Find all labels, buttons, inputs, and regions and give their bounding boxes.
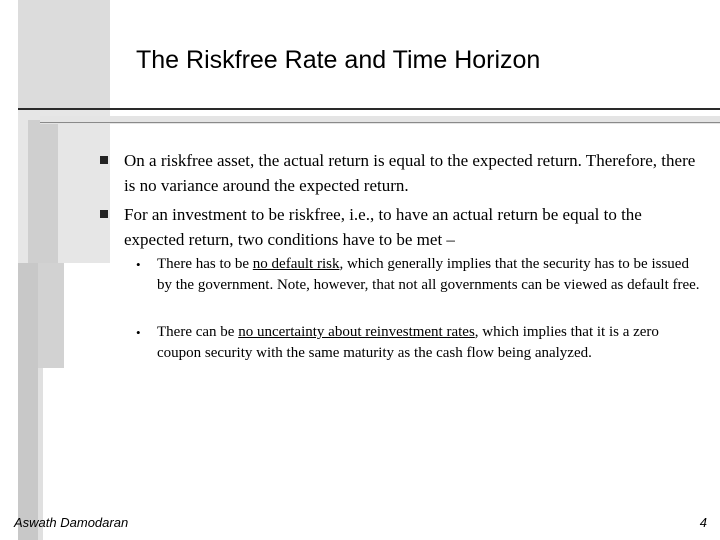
dot-bullet-icon: • — [136, 325, 141, 340]
title-subdivider — [40, 122, 720, 123]
title-divider — [18, 108, 720, 110]
decor-bar — [18, 263, 38, 540]
sub-bullet-text-part: , which generally implies that the security has to be issued by the government. Note, however, that not all governments can be viewed as default free. — [157, 256, 700, 293]
sub-bullet-text-part: , which implies that it is a zero coupon security with the same maturity as the cash flow being analyzed. — [157, 324, 659, 361]
square-bullet-icon — [100, 210, 108, 218]
bullet-text: On a riskfree asset, the actual return is equal to the expected return. Therefore, there is no variance around the expected return. — [124, 151, 696, 195]
decor-bar — [18, 0, 110, 108]
sub-bullet-text — [157, 254, 702, 296]
underlined-term: no default risk — [252, 256, 340, 272]
footer-author: Aswath Damodaran — [14, 515, 129, 530]
sub-bullet-text — [157, 322, 702, 364]
page-number: 4 — [699, 515, 707, 530]
decor-bar — [28, 120, 58, 265]
square-bullet-icon — [100, 156, 108, 164]
sub-bullet-text-part: There can be — [157, 324, 239, 340]
slide-title: The Riskfree Rate and Time Horizon — [136, 46, 541, 74]
underlined-term: no uncertainty about reinvestment rates — [238, 324, 475, 340]
dot-bullet-icon: • — [136, 257, 141, 272]
sub-bullet-text-part: There has to be — [157, 256, 253, 272]
bullet-text: For an investment to be riskfree, i.e., to have an actual return be equal to the expected return, two conditions have to be met – — [124, 205, 642, 249]
